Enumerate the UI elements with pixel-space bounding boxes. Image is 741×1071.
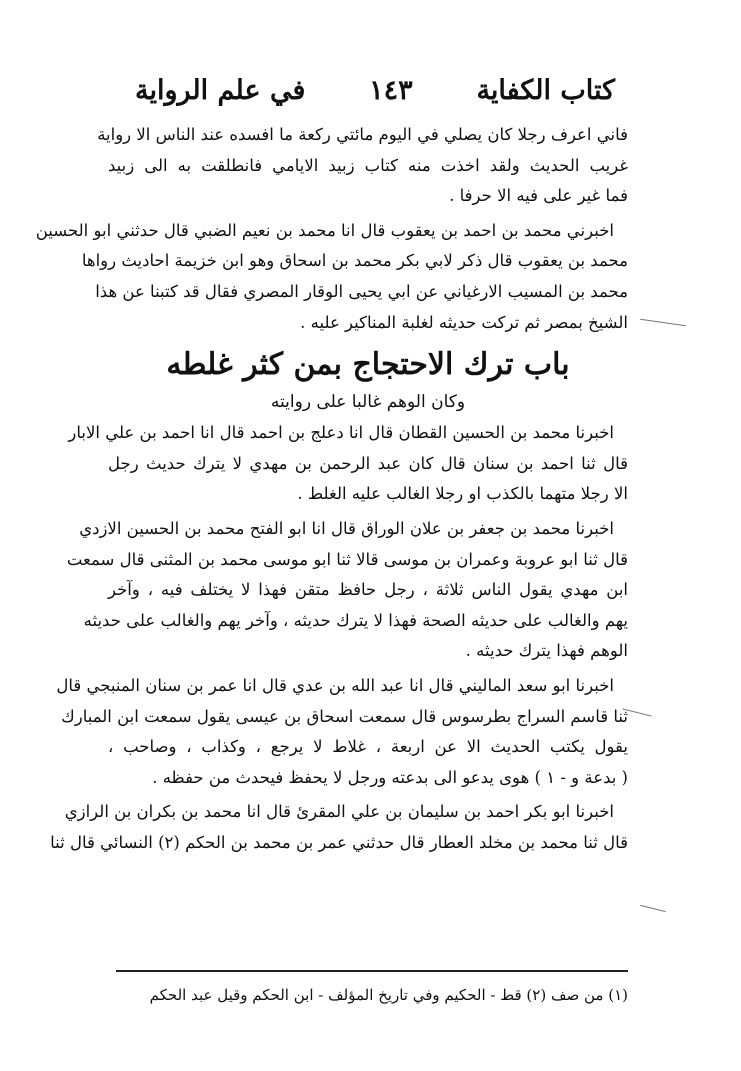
text-line: اخبرنا محمد بن جعفر بن علان الوراق قال انا ابو الفتح محمد بن الحسين الازدي [79, 518, 614, 538]
text-line: ثنا قاسم السراج بطرسوس قال سمعت اسحاق بن عيسى يقول سمعت ابن المبارك [61, 706, 628, 726]
text-line: اخبرنا ابو بكر احمد بن سليمان بن علي المقرئ قال انا محمد بن بكران بن الرازي [64, 802, 614, 822]
text-line: يقول يكتب الحديث الا عن اربعة ، غلاط لا يرجع ، وكذاب ، وصاحب ، [108, 737, 628, 757]
footnote: (١) من صف (٢) قط - الحكيم وفي تاريخ المؤلف - ابن الحكم وقيل عبد الحكم [149, 986, 628, 1004]
running-head-section-title: في علم الرواية [135, 74, 306, 106]
text-line: ( بدعة و - ١ ) هوى يدعو الى بدعته ورجل لا يحفظ فيحدث من حفظه . [152, 767, 628, 787]
text-line: الشيخ بمصر ثم تركت حديثه لغلبة المناكير عليه . [300, 312, 628, 332]
chapter-subheading: وكان الوهم غالبا على روايته [270, 392, 466, 413]
chapter-heading: باب ترك الاحتجاج بمن كثر غلطه [166, 347, 570, 383]
text-line: فاني اعرف رجلا كان يصلي في اليوم مائتي ركعة ما افسده عند الناس الا رواية [97, 125, 628, 144]
main-text [35, 120, 628, 858]
footnote-divider [116, 970, 628, 972]
margin-pencil-mark [640, 319, 686, 326]
text-line: قال ثنا احمد بن سنان قال كان عبد الرحمن بن مهدي لا يترك حديث رجل [108, 453, 628, 473]
text-line: فما غير على فيه الا حرفا . [449, 186, 628, 206]
text-line: محمد بن المسيب الارغياني عن ابي يحيى الوقار المصري فقال قد كتبنا عن هذا [95, 281, 628, 301]
running-head [135, 70, 615, 110]
text-line: غريب الحديث ولقد اخذت منه كتاب زبيد الايامي فانطلقت به الى زبيد [108, 155, 628, 175]
text-line: قال ثنا محمد بن مخلد العطار قال حدثني عمر بن محمد بن الحكم (٢) النسائي قال ثنا [50, 832, 628, 852]
text-line: اخبرنا ابو سعد الماليني قال انا عبد الله بن عدي قال انا عمر بن سنان المنبجي قال [56, 675, 614, 695]
running-head-book-title: كتاب الكفاية [476, 74, 615, 106]
text-line: ابن مهدي يقول الناس ثلاثة ، رجل حافظ متقن فهذا لا يختلف فيه ، وآخر [108, 580, 628, 600]
margin-pencil-mark [640, 905, 665, 912]
text-line: اخبرني محمد بن احمد بن يعقوب قال انا محمد بن نعيم الضبي قال حدثني ابو الحسين [35, 220, 614, 240]
page-number: ١٤٣ [369, 74, 413, 106]
text-line: اخبرنا محمد بن الحسين القطان قال انا دعلج بن احمد قال انا احمد بن علي الابار [68, 423, 614, 443]
text-line: الوهم فهذا يترك حديثه . [465, 641, 628, 661]
text-line: قال ثنا ابو عروبة وعمران بن موسى قالا ثنا ابو موسى محمد بن المثنى قال سمعت [66, 549, 628, 569]
text-line: الا رجلا متهما بالكذب او رجلا الغالب عليه الغلط . [297, 484, 628, 504]
text-line: يهم والغالب على حديثه الصحة فهذا لا يترك حديثه ، وآخر يهم والغالب على حديثه [83, 610, 628, 630]
text-line: محمد بن يعقوب قال ذكر لابي بكر محمد بن اسحاق وهو ابن خزيمة احاديث رواها [81, 251, 628, 271]
